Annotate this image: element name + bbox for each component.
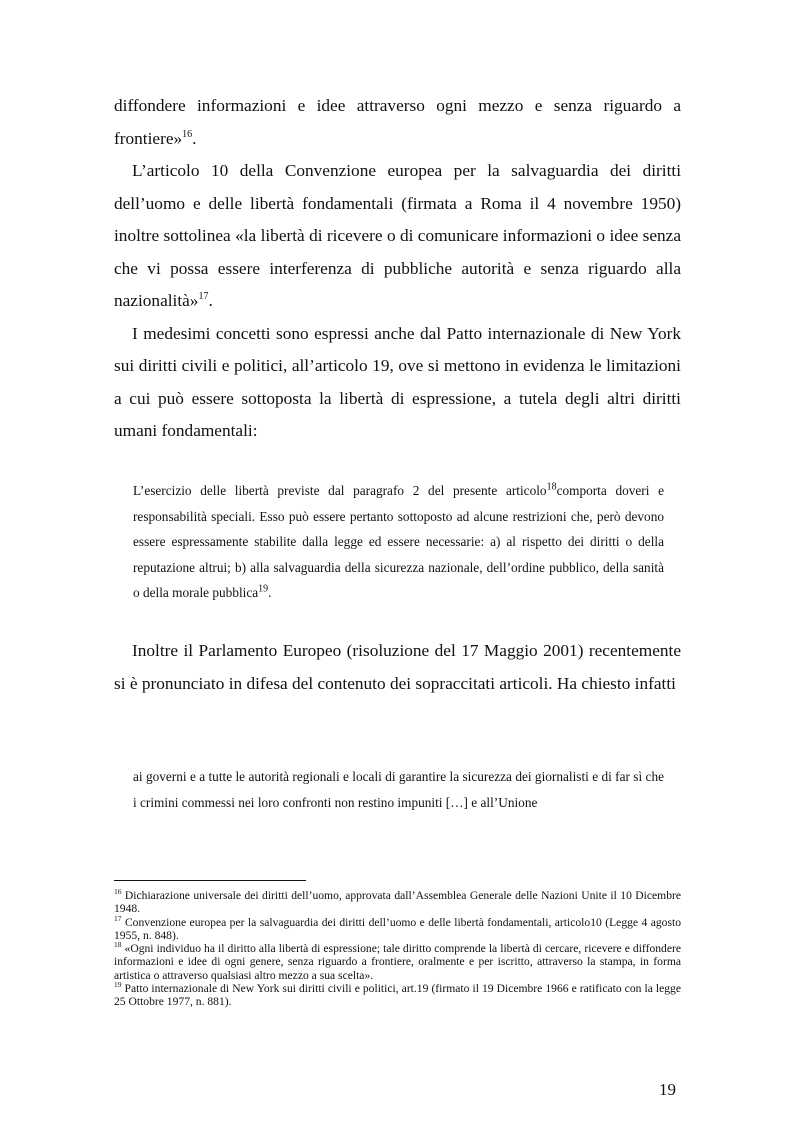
block-quote-1-text <box>133 478 664 606</box>
main-text-block-2 <box>114 635 681 700</box>
footnote-text: Convenzione europea per la salvaguardia dei diritti dell’uomo e delle libertà fondamentali, articolo10 (Legge 4 agosto 1955, n. 848). <box>114 915 681 942</box>
paragraph-1-text: diffondere informazioni e idee attraverso ogni mezzo e senza riguardo a frontiere» <box>114 96 681 148</box>
paragraph-2 <box>114 155 681 318</box>
footnote-16 <box>114 889 681 916</box>
footnote-separator <box>114 880 306 881</box>
block-quote-1 <box>133 478 664 606</box>
block-quote-2 <box>133 764 664 815</box>
footnote-18 <box>114 942 681 982</box>
footnotes <box>114 889 681 1009</box>
block-quote-1-part-b: comporta doveri e responsabilità speciali. Esso può essere pertanto sottoposto ad alcune restrizioni che, però devono essere espressamente stabilite dalla legge ed essere necessarie: a) al rispetto dei diritti o della reputazione altrui; b) alla salvaguardia della sicurezza nazionale, dell’ordine pubblico, della sanità o della morale pubblica <box>133 483 665 600</box>
paragraph-2-end: . <box>208 291 213 310</box>
footnote-text: Dichiarazione universale dei diritti dell’uomo, approvata dall’Assemblea Generale delle Nazioni Unite il 10 Dicembre 1948. <box>114 889 681 916</box>
block-quote-1-end: . <box>268 585 272 600</box>
footnote-19 <box>114 982 681 1009</box>
footnote-number: 16 <box>114 887 122 897</box>
footnote-ref-19: 19 <box>258 583 269 595</box>
footnote-ref-16: 16 <box>182 128 193 140</box>
paragraph-1-end: . <box>192 128 197 148</box>
footnote-ref-17: 17 <box>198 291 209 303</box>
footnote-text: «Ogni individuo ha il diritto alla libertà di espressione; tale diritto comprende la libertà di cercare, ricevere e diffondere informazioni e idee di ogni genere, senza riguardo a frontiere, oralmente e per iscritto, attraverso la stampa, in forma artistica o attraverso qualsiasi altro mezzo a sua scelta». <box>114 942 681 982</box>
footnote-number: 17 <box>114 913 122 923</box>
paragraph-3: I medesimi concetti sono espressi anche dal Patto internazionale di New York sui diritti civili e politici, all’articolo 19, ove si mettono in evidenza le limitazioni a cui può essere sottoposta la libertà di espressione, a tutela degli altri diritti umani fondamentali: <box>114 323 681 440</box>
footnote-17 <box>114 913 681 943</box>
paragraph-2-text: L’articolo 10 della Convenzione europea per la salvaguardia dei diritti dell’uomo e delle libertà fondamentali (firmata a Roma il 4 novembre 1950) inoltre sottolinea «la libertà di ricevere o di comunicare informazioni o idee senza che vi possa essere interferenza di pubbliche autorità e senza riguardo alla nazionalità» <box>114 161 681 310</box>
block-quote-2-text: ai governi e a tutte le autorità regionali e locali di garantire la sicurezza dei giornalisti e di far sì che i crimini commessi nei loro confronti non restino impuniti […] e all’Unione <box>133 769 664 810</box>
footnote-text: Patto internazionale di New York sui diritti civili e politici, art.19 (firmato il 19 Dicembre 1966 e ratificato con la legge 25 Ottobre 1977, n. 881). <box>114 982 681 1009</box>
paragraph-4: Inoltre il Parlamento Europeo (risoluzione del 17 Maggio 2001) recentemente si è pronunciato in difesa del contenuto dei sopraccitati articoli. Ha chiesto infatti <box>114 641 681 693</box>
footnote-ref-18: 18 <box>546 481 557 493</box>
paragraph-1 <box>114 90 681 155</box>
footnote-number: 19 <box>114 980 122 990</box>
main-text-block <box>114 90 681 448</box>
page-number: 19 <box>659 1080 676 1099</box>
footnote-number: 18 <box>114 940 122 950</box>
block-quote-1-part-a: L’esercizio delle libertà previste dal paragrafo 2 del presente articolo <box>133 483 547 498</box>
